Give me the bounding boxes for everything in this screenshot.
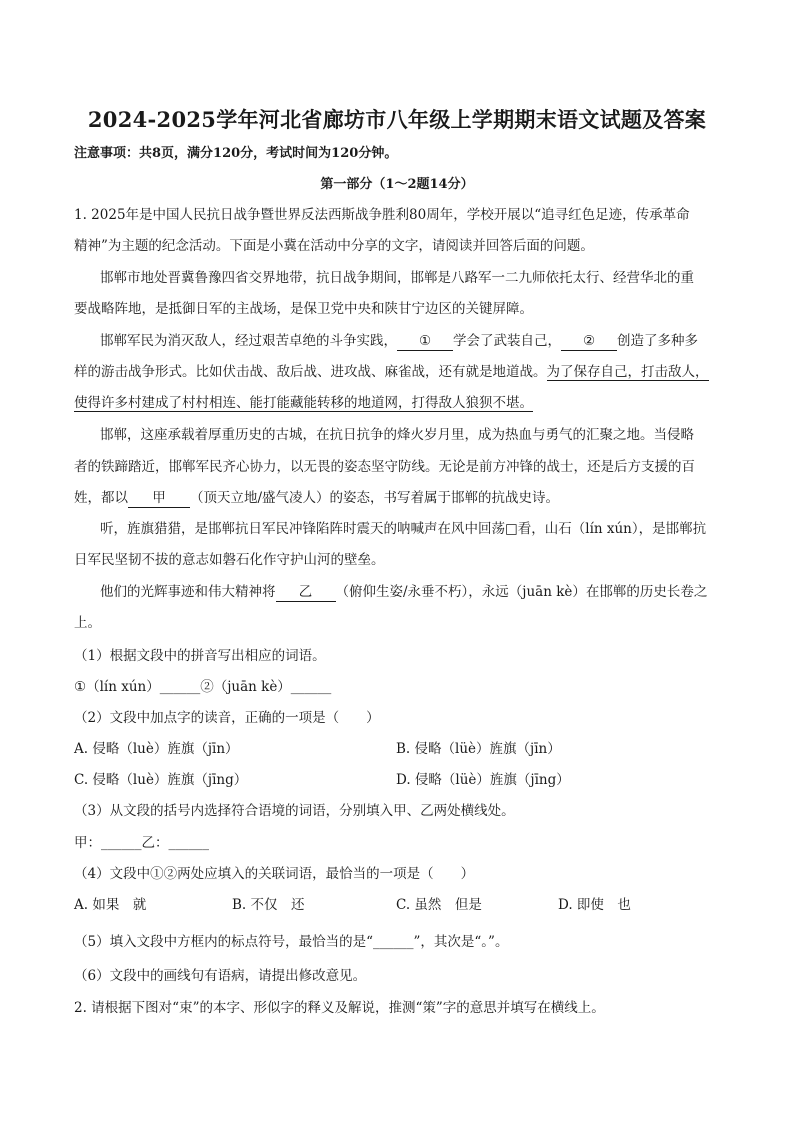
option-b: B. 不仅 还	[232, 897, 305, 913]
passage-p2-line-1	[100, 331, 794, 351]
sub-question-2: （2）文段中加点字的读音，正确的一项是（ ）	[74, 710, 380, 726]
sub-question-5: （5）填入文段中方框内的标点符号，最恰当的是“______”，其次是“。”。	[74, 934, 509, 950]
p5-text-b: （俯仰生姿/永垂不朽），永远（juān kè）在邯郸的历史长卷之	[335, 584, 708, 600]
option-a: A. 侵略（luè）旌旗（jīn）	[74, 741, 239, 757]
p5-text-a: 他们的光辉事迹和伟大精神将	[100, 584, 276, 600]
passage-p3-line-1: 邯郸，这座承载着厚重历史的古城，在抗日抗争的烽火岁月里，成为热血与勇气的汇聚之地。当侵略	[100, 427, 694, 443]
underlined-sentence-start: 为了保存自己，打击敌人，	[546, 364, 709, 380]
p3-text-b: （顶天立地/盛气凌人）的姿态，书写着属于邯郸的抗战史诗。	[190, 490, 560, 506]
option-a: A. 如果 就	[74, 897, 147, 913]
p2-text-c: 创造了多种多	[617, 333, 698, 349]
passage-p1-line-2: 要战略阵地，是抵御日军的主战场，是保卫党中央和陕甘宁边区的关键屏障。	[74, 301, 533, 317]
sub-question-1-answer: ①（lín xún）______②（juān kè）______	[74, 679, 332, 695]
option-d: D. 即使 也	[558, 897, 631, 913]
document-title: 2024-2025学年河北省廊坊市八年级上学期期末语文试题及答案	[87, 107, 707, 132]
p2-text-b: 学会了武装自己，	[453, 333, 561, 349]
passage-p3-line-2: 者的铁蹄踏近，邯郸军民齐心协力，以无畏的姿态坚守防线。无论是前方冲锋的战士，还是后方支援的百	[74, 459, 695, 475]
sub-question-6: （6）文段中的画线句有语病，请提出修改意见。	[74, 968, 367, 984]
section-heading: 第一部分（1～2题14分）	[320, 177, 474, 192]
option-c: C. 虽然 但是	[396, 897, 482, 913]
option-d: D. 侵略（lüè）旌旗（jīng）	[396, 772, 570, 788]
passage-p4-line-1: 听，旌旗猎猎，是邯郸抗日军民冲锋陷阵时震天的呐喊声在风中回荡□看，山石（lín xún），是邯郸抗	[100, 521, 707, 537]
blank-1: ①	[397, 332, 453, 351]
option-b: B. 侵略（lüè）旌旗（jīn）	[396, 741, 561, 757]
exam-notice: 注意事项：共8页，满分120分，考试时间为120分钟。	[74, 146, 398, 161]
sub-question-3-answer: 甲：______乙：______	[74, 835, 209, 851]
sub-question-1: （1）根据文段中的拼音写出相应的词语。	[74, 648, 326, 664]
sub-question-3: （3）从文段的括号内选择符合语境的词语，分别填入甲、乙两处横线处。	[74, 803, 515, 819]
passage-p2-line-3	[74, 393, 794, 413]
sub-question-4: （4）文段中①②两处应填入的关联词语，最恰当的一项是（ ）	[74, 866, 475, 882]
passage-p4-line-2: 日军民坚韧不拔的意志如磐石化作守护山河的壁垒。	[74, 552, 385, 568]
passage-p5-line-1	[100, 582, 794, 602]
question-2-intro: 2. 请根据下图对“束”的本字、形似字的释义及解说，推测“策”字的意思并填写在横线上。	[74, 1000, 605, 1016]
p3-text-a: 姓，都以	[74, 490, 128, 506]
q1-intro-line-1: 1. 2025年是中国人民抗日战争暨世界反法西斯战争胜利80周年，学校开展以“追寻红色足迹，传承革命	[74, 207, 690, 223]
q1-intro-line-2: 精神”为主题的纪念活动。下面是小冀在活动中分享的文字，请阅读并回答后面的问题。	[74, 238, 594, 254]
blank-yi: 乙	[276, 583, 336, 602]
p2-text-a: 邯郸军民为消灭敌人，经过艰苦卓绝的斗争实践，	[100, 333, 397, 349]
blank-jia: 甲	[128, 489, 190, 508]
passage-p1-line-1: 邯郸市地处晋冀鲁豫四省交界地带，抗日战争期间，邯郸是八路军一二九师依托太行、经营华北的重	[100, 270, 694, 286]
option-c: C. 侵略（luè）旌旗（jīng）	[74, 772, 248, 788]
p2-line2-text: 样的游击战争形式。比如伏击战、敌后战、进攻战、麻雀战，还有就是地道战。	[74, 364, 547, 380]
underlined-sentence-end: 使得许多村建成了村村相连、能打能藏能转移的地道网，打得敌人狼狈不堪。	[74, 395, 533, 411]
passage-p2-line-2	[74, 362, 794, 382]
passage-p3-line-3	[74, 488, 794, 508]
passage-p5-line-2: 上。	[74, 615, 101, 631]
blank-2: ②	[561, 332, 617, 351]
